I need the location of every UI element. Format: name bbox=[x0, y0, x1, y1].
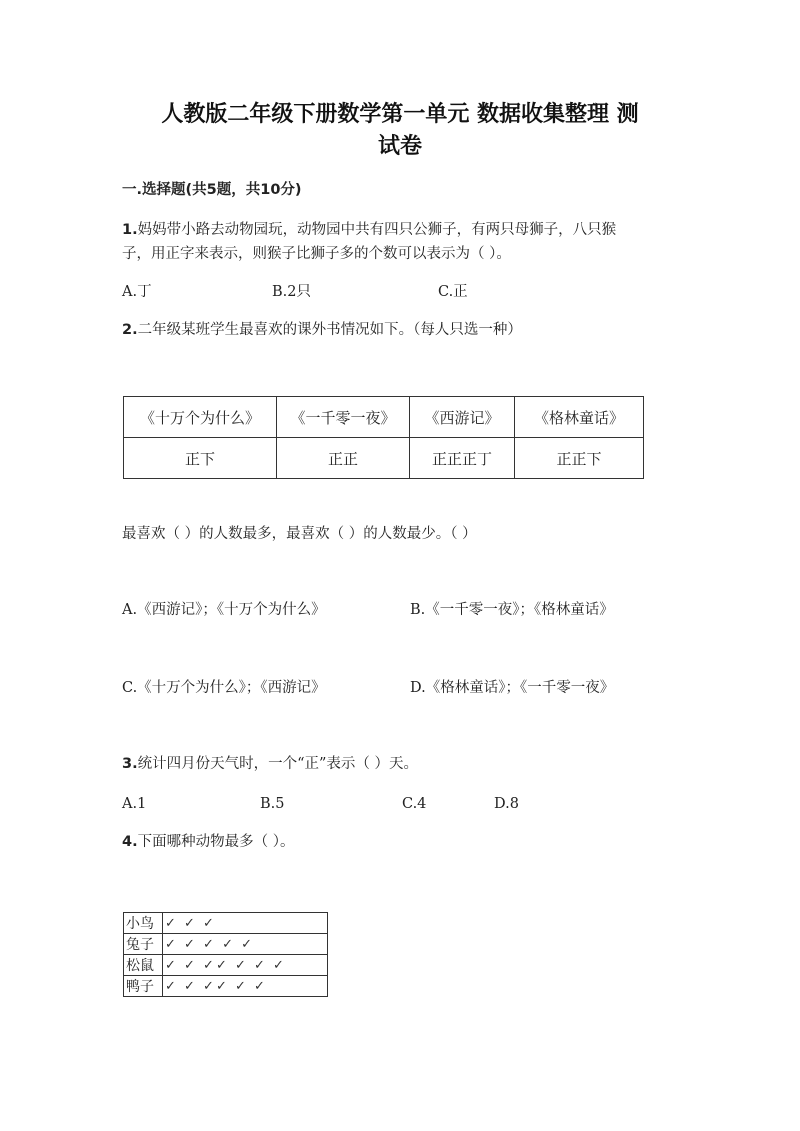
option-a[interactable]: A.《西游记》；《十万个为什么》 bbox=[122, 602, 326, 618]
check-marks: ✓ ✓ ✓✓ ✓ ✓ ✓ bbox=[163, 955, 328, 976]
question-number: 2. bbox=[122, 322, 138, 338]
animal-name: 兔子 bbox=[124, 934, 163, 955]
question-number: 3. bbox=[122, 756, 138, 772]
animal-name: 小鸟 bbox=[124, 913, 163, 934]
option-a[interactable]: A.丁 bbox=[122, 284, 152, 300]
table-cell: 正正 bbox=[277, 438, 410, 479]
table-row bbox=[124, 976, 328, 997]
table-row bbox=[124, 438, 644, 479]
option-c[interactable]: C.《十万个为什么》；《西游记》 bbox=[122, 680, 326, 696]
question-number: 4. bbox=[122, 834, 138, 850]
table-row bbox=[124, 934, 328, 955]
table-header-cell: 《西游记》 bbox=[410, 397, 515, 438]
table-header-cell: 《十万个为什么》 bbox=[124, 397, 277, 438]
animal-name: 松鼠 bbox=[124, 955, 163, 976]
option-a[interactable]: A.1 bbox=[122, 796, 147, 812]
question-number: 1. bbox=[122, 222, 138, 238]
page-title-continued: 试卷 bbox=[377, 134, 422, 159]
question-text: 下面哪种动物最多（ ）。 bbox=[137, 834, 295, 850]
question-text: 统计四月份天气时，一个“正”表示（ ）天。 bbox=[137, 756, 419, 772]
animal-name: 鸭子 bbox=[124, 976, 163, 997]
page-title: 人教版二年级下册数学第一单元 数据收集整理 测 bbox=[161, 102, 639, 127]
table-header-cell: 《格林童话》 bbox=[515, 397, 644, 438]
table-cell: 正正下 bbox=[515, 438, 644, 479]
question-1-line-1 bbox=[122, 220, 616, 240]
question-1-line-2: 子，用正字来表示，则猴子比狮子多的个数可以表示为（ ）。 bbox=[122, 246, 511, 262]
question-text: 妈妈带小路去动物园玩，动物园中共有四只公狮子，有两只母狮子，八只猴 bbox=[137, 222, 617, 238]
table-row bbox=[124, 913, 328, 934]
question-4 bbox=[122, 832, 294, 852]
question-2-prompt: 最喜欢（ ）的人数最多，最喜欢（ ）的人数最少。（ ） bbox=[122, 526, 477, 542]
option-c[interactable]: C.正 bbox=[438, 284, 468, 300]
option-d[interactable]: D.《格林童话》；《一千零一夜》 bbox=[410, 680, 615, 696]
question-3 bbox=[122, 754, 418, 774]
check-marks: ✓ ✓ ✓ ✓ ✓ bbox=[163, 934, 328, 955]
table-row bbox=[124, 955, 328, 976]
check-marks: ✓ ✓ ✓ bbox=[163, 913, 328, 934]
check-marks: ✓ ✓ ✓✓ ✓ ✓ bbox=[163, 976, 328, 997]
option-b[interactable]: B.5 bbox=[260, 796, 285, 812]
question-text: 二年级某班学生最喜欢的课外书情况如下。（每人只选一种） bbox=[137, 322, 522, 338]
question-2 bbox=[122, 320, 522, 340]
table-header-cell: 《一千零一夜》 bbox=[277, 397, 410, 438]
section-heading: 一.选择题(共5题，共10分) bbox=[122, 182, 302, 198]
option-d[interactable]: D.8 bbox=[494, 796, 519, 812]
animal-count-table bbox=[123, 912, 328, 997]
table-cell: 正下 bbox=[124, 438, 277, 479]
book-preference-table bbox=[123, 396, 644, 479]
option-b[interactable]: B.《一千零一夜》；《格林童话》 bbox=[410, 602, 614, 618]
table-cell: 正正正丁 bbox=[410, 438, 515, 479]
option-c[interactable]: C.4 bbox=[402, 796, 427, 812]
table-header-row bbox=[124, 397, 644, 438]
option-b[interactable]: B.2只 bbox=[272, 284, 311, 300]
